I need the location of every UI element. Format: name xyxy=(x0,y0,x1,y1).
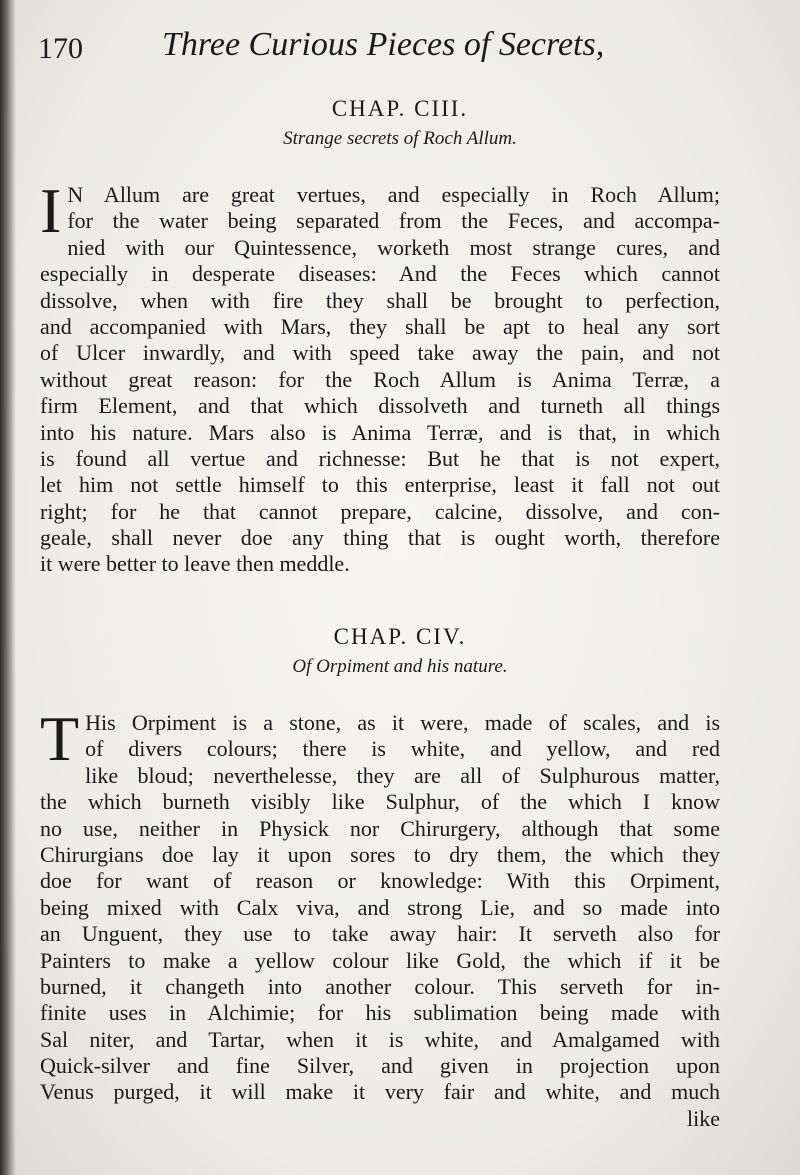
text-line: of divers colours; there is white, and yellow, and red xyxy=(85,736,720,762)
text-line: like bloud; neverthelesse, they are all of Sulphurous matter, xyxy=(85,762,720,788)
text-line: Chirurgians doe lay it upon sores to dry them, the which they xyxy=(40,841,720,867)
drop-cap: T xyxy=(40,703,80,774)
text-line: without great reason: for the Roch Allum is Anima Terræ, a xyxy=(40,366,720,392)
chapter-103-heading-block xyxy=(40,96,760,150)
text-line: His Orpiment is a stone, as it were, made of scales, and is xyxy=(85,710,720,735)
text-line: Painters to make a yellow colour like Gold, the which if it be xyxy=(40,947,720,973)
chapter-103-text xyxy=(40,175,720,578)
text-line: let him not settle himself to this enterprise, least it fall not out xyxy=(40,472,720,498)
chapter-heading: CHAP. CIII. xyxy=(331,96,469,121)
page-number: 170 xyxy=(38,32,83,65)
text-line: for the water being separated from the Feces, and accompa- xyxy=(67,208,720,234)
text-line: being mixed with Calx viva, and strong Lie, and so made into xyxy=(40,894,720,920)
text-line: nied with our Quintessence, worketh most strange cures, and xyxy=(67,234,720,260)
text-line: no use, neither in Physick nor Chirurgery, although that some xyxy=(40,815,720,841)
text-line: especially in desperate diseases: And the Feces which cannot xyxy=(40,261,720,287)
chapter-104-text xyxy=(40,703,720,1132)
text-line: the which burneth visibly like Sulphur, of the which I know xyxy=(40,789,720,815)
text-line: an Unguent, they use to take away hair: It serveth also for xyxy=(40,921,720,947)
text-line: firm Element, and that which dissolveth and turneth all things xyxy=(40,393,720,419)
text-line: it were better to leave then meddle. xyxy=(40,551,350,577)
text-line: finite uses in Alchimie; for his sublimation being made with xyxy=(40,1000,720,1026)
text-line: doe for want of reason or knowledge: With this Orpiment, xyxy=(40,868,720,894)
chapter-104-heading-block xyxy=(40,624,760,678)
running-head: Three Curious Pieces of Secrets, xyxy=(162,26,605,63)
text-line: Venus purged, it will make it very fair and white, and much xyxy=(40,1079,720,1105)
text-line: into his nature. Mars also is Anima Terræ, and is that, in which xyxy=(40,419,720,445)
chapter-subtitle: Of Orpiment and his nature. xyxy=(292,656,508,677)
text-line: and accompanied with Mars, they shall be apt to heal any sort xyxy=(40,313,720,339)
drop-cap: I xyxy=(40,175,62,246)
text-line: burned, it changeth into another colour. This serveth for in- xyxy=(40,973,720,999)
page-gutter-shadow xyxy=(0,0,16,1175)
text-line: Sal niter, and Tartar, when it is white, and Amalgamed with xyxy=(40,1026,720,1052)
page-header xyxy=(38,18,740,68)
text-line: Quick-silver and fine Silver, and given in projection upon xyxy=(40,1053,720,1079)
text-line: is found all vertue and richnesse: But he that is not expert, xyxy=(40,445,720,471)
text-line: dissolve, when with fire they shall be brought to perfection, xyxy=(40,287,720,313)
text-line: of Ulcer inwardly, and with speed take away the pain, and not xyxy=(40,340,720,366)
catchword: like xyxy=(687,1105,720,1131)
chapter-heading: CHAP. CIV. xyxy=(333,624,467,649)
text-line: N Allum are great vertues, and especially in Roch Allum; xyxy=(67,182,720,207)
text-line: right; for he that cannot prepare, calcine, dissolve, and con- xyxy=(40,498,720,524)
chapter-subtitle: Strange secrets of Roch Allum. xyxy=(283,128,517,149)
text-line: geale, shall never doe any thing that is ought worth, therefore xyxy=(40,525,720,551)
